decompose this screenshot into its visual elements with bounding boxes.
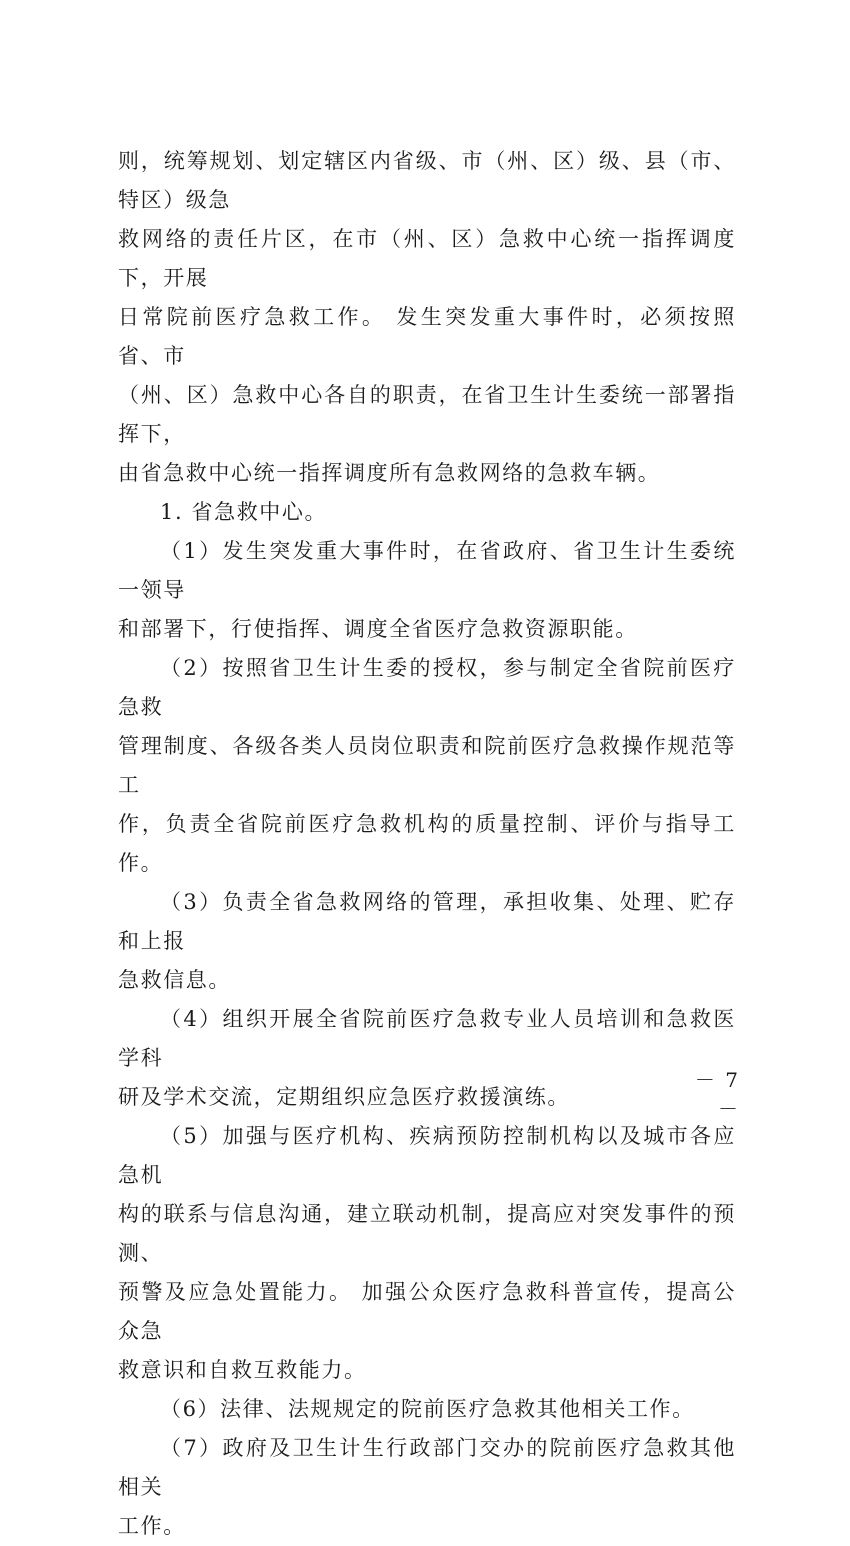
text-line: 工作。 xyxy=(118,1514,186,1538)
text-line: 构的联系与信息沟通，建立联动机制，提高应对突发事件的预测、 xyxy=(118,1202,736,1265)
section-heading xyxy=(118,493,736,532)
text-line: 和部署下，行使指挥、调度全省医疗急救资源职能。 xyxy=(118,617,638,641)
text-line: 则，统筹规划、划定辖区内省级、市（州、区）级、县（市、特区）级急 xyxy=(118,149,736,212)
list-item-3 xyxy=(118,883,736,1000)
text-line: 研及学术交流，定期组织应急医疗救援演练。 xyxy=(118,1085,570,1109)
text-line: 预警及应急处置能力。 加强公众医疗急救科普宣传，提高公众急 xyxy=(118,1280,736,1343)
body-text xyxy=(118,142,736,1546)
list-item-1 xyxy=(118,532,736,649)
list-item-5 xyxy=(118,1117,736,1390)
text-line: 管理制度、各级各类人员岗位职责和院前医疗急救操作规范等工 xyxy=(118,734,736,797)
text-line: （1）发生突发重大事件时，在省政府、省卫生计生委统一领导 xyxy=(118,539,736,602)
text-line: （4）组织开展全省院前医疗急救专业人员培训和急救医学科 xyxy=(118,1007,736,1070)
text-line: 救网络的责任片区，在市（州、区）急救中心统一指挥调度下，开展 xyxy=(118,227,736,290)
list-item-2 xyxy=(118,649,736,883)
text-line: 作，负责全省院前医疗急救机构的质量控制、评价与指导工作。 xyxy=(118,812,736,875)
list-item-4 xyxy=(118,1000,736,1117)
text-line: 由省急救中心统一指挥调度所有急救网络的急救车辆。 xyxy=(118,461,661,485)
text-line: 救意识和自救互救能力。 xyxy=(118,1358,367,1382)
text-line: 急救信息。 xyxy=(118,968,231,992)
text-line: （7）政府及卫生计生行政部门交办的院前医疗急救其他相关 xyxy=(118,1436,736,1499)
text-line: 1. 省急救中心。 xyxy=(160,500,328,524)
text-line: 日常院前医疗急救工作。 发生突发重大事件时，必须按照省、市 xyxy=(118,305,736,368)
page-number: － 7 － xyxy=(694,1068,740,1121)
paragraph-continuation xyxy=(118,142,736,493)
list-item-7 xyxy=(118,1429,736,1546)
text-line: （2）按照省卫生计生委的授权，参与制定全省院前医疗急救 xyxy=(118,656,736,719)
text-line: （6）法律、法规规定的院前医疗急救其他相关工作。 xyxy=(160,1397,695,1421)
text-line: （5）加强与医疗机构、疾病预防控制机构以及城市各应急机 xyxy=(118,1124,736,1187)
list-item-6 xyxy=(118,1390,736,1429)
text-line: （州、区）急救中心各自的职责，在省卫生计生委统一部署指挥下， xyxy=(118,383,736,446)
text-line: （3）负责全省急救网络的管理，承担收集、处理、贮存和上报 xyxy=(118,890,736,953)
